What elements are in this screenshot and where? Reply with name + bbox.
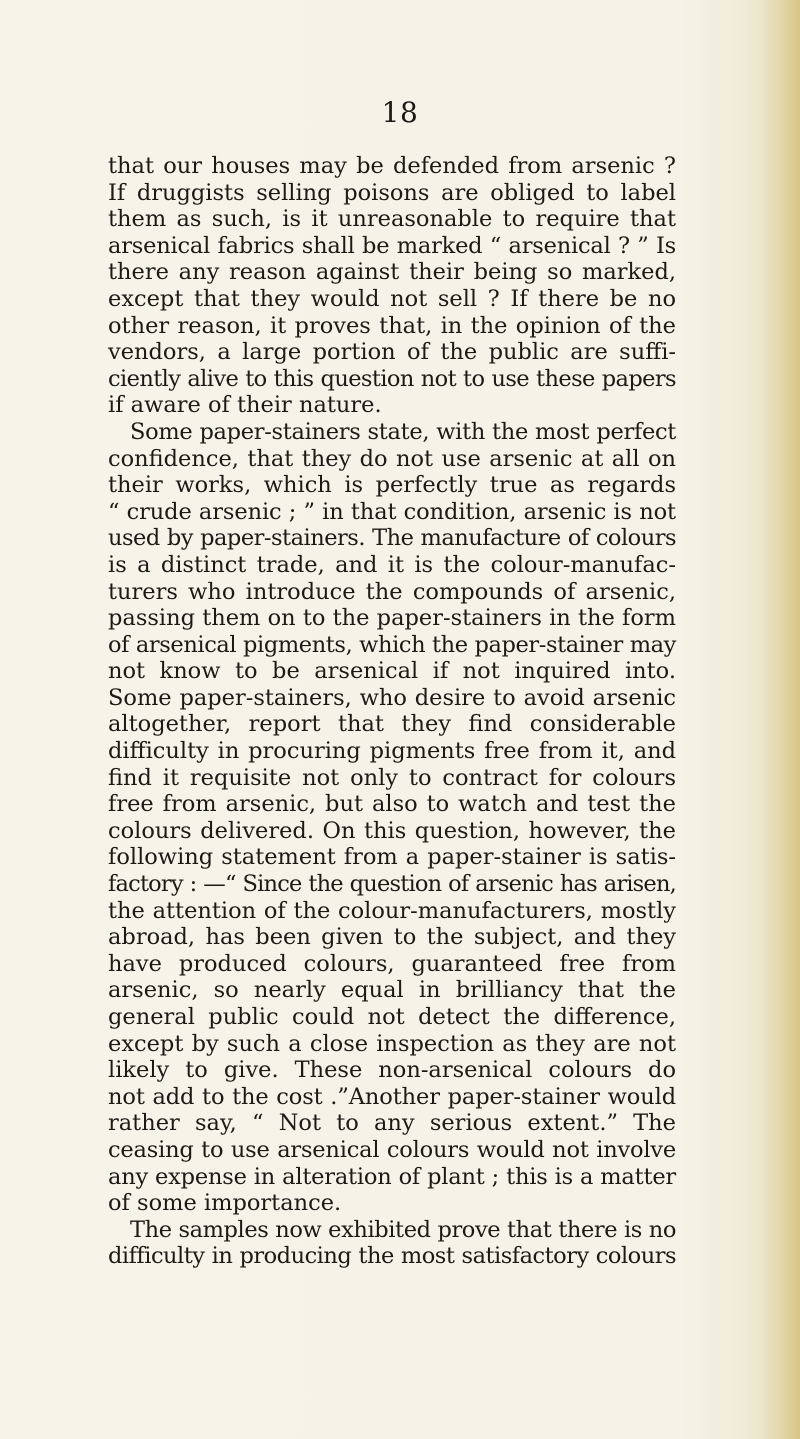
text-line: that our houses may be defended from arsenic ? bbox=[108, 153, 676, 179]
text-line: have produced colours, guaranteed free from bbox=[108, 950, 676, 977]
text-line: abroad, has been given to the subject, and they bbox=[108, 924, 676, 951]
body-text bbox=[108, 153, 676, 1270]
text-line: find it requisite not only to contract for colours bbox=[108, 764, 676, 791]
text-line: not add to the cost .”Another paper-stainer would bbox=[108, 1083, 676, 1110]
text-line: except by such a close inspection as they are not bbox=[108, 1030, 676, 1057]
text-line: Some paper-stainers, who desire to avoid arsenic bbox=[108, 684, 676, 711]
text-line: difficulty in producing the most satisfactory colours bbox=[108, 1243, 676, 1270]
text-line: except that they would not sell ? If there be no bbox=[108, 285, 676, 312]
text-line: If druggists selling poisons are obliged to label bbox=[108, 179, 676, 206]
text-line: there any reason against their being so marked, bbox=[108, 259, 676, 286]
text-line: altogether, report that they find considerable bbox=[108, 711, 676, 738]
text-line: is a distinct trade, and it is the colour-manufac- bbox=[108, 551, 676, 578]
text-line: Some paper-stainers state, with the most perfect bbox=[130, 418, 676, 445]
text-line: if aware of their nature. bbox=[108, 392, 382, 419]
text-line: them as such, is it unreasonable to require that bbox=[108, 206, 676, 233]
text-line: factory : —“ Since the question of arsenic has arisen, bbox=[108, 871, 676, 898]
page-number: 18 bbox=[381, 96, 419, 129]
text-line: other reason, it proves that, in the opinion of the bbox=[108, 312, 676, 339]
text-line: any expense in alteration of plant ; this is a matter bbox=[108, 1163, 676, 1190]
text-line: “ crude arsenic ; ” in that condition, arsenic is not bbox=[108, 498, 676, 525]
text-line: The samples now exhibited prove that there is no bbox=[130, 1216, 676, 1243]
page-edge-stain bbox=[762, 0, 800, 1439]
text-line: the attention of the colour-manufacturers, mostly bbox=[108, 897, 676, 924]
text-line: of arsenical pigments, which the paper-stainer may bbox=[108, 631, 676, 658]
text-line: general public could not detect the difference, bbox=[108, 1004, 676, 1030]
text-line: ciently alive to this question not to use these papers bbox=[108, 365, 676, 392]
text-line: free from arsenic, but also to watch and test the bbox=[108, 791, 676, 818]
text-line: not know to be arsenical if not inquired into. bbox=[108, 658, 676, 685]
text-line: used by paper-stainers. The manufacture of colours bbox=[108, 525, 676, 552]
text-line: of some importance. bbox=[108, 1190, 342, 1217]
text-line: turers who introduce the compounds of arsenic, bbox=[108, 578, 676, 605]
text-line: vendors, a large portion of the public are suffi- bbox=[108, 339, 676, 366]
text-line: arsenical fabrics shall be marked “ arsenical ? ” Is bbox=[108, 232, 676, 259]
text-line: confidence, that they do not use arsenic at all on bbox=[108, 445, 676, 472]
text-line: difficulty in procuring pigments free from it, and bbox=[108, 738, 676, 765]
text-line: colours delivered. On this question, however, the bbox=[108, 817, 676, 844]
text-line: arsenic, so nearly equal in brilliancy that the bbox=[108, 977, 676, 1004]
text-line: likely to give. These non-arsenical colours do bbox=[108, 1057, 676, 1084]
text-line: their works, which is perfectly true as regards bbox=[108, 472, 676, 499]
text-line: rather say, “ Not to any serious extent.” The bbox=[108, 1110, 676, 1137]
text-line: following statement from a paper-stainer is satis- bbox=[108, 844, 676, 871]
text-line: ceasing to use arsenical colours would not involve bbox=[108, 1136, 676, 1163]
text-line: passing them on to the paper-stainers in the form bbox=[108, 605, 676, 632]
